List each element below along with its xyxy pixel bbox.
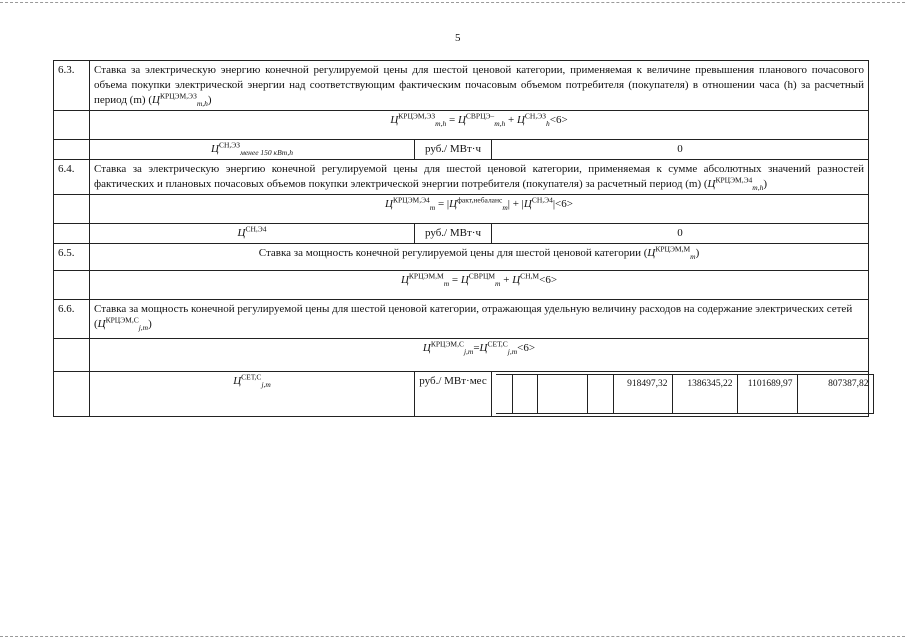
value-grid bbox=[496, 374, 874, 414]
row-6-3-value bbox=[54, 140, 869, 160]
formula: $Ц^{КРЦЭМ,Э4}_m = |Ц^{факт,небаланс}_m| + |Ц^{СН,Э4}|<6>$ bbox=[90, 195, 869, 224]
formula: $Ц^{КРЦЭМ,М}_m = Ц^{СВРЦМ}_m + Ц^{СН,М}<6>$ bbox=[90, 271, 869, 300]
row-description: Ставка за электрическую энергию конечной регулируемой цены для шестой ценовой категории, применяемая к величине превышения планового почасового объема покупки электрической энергии над соответствующим фактическим почасовым объемом потребителя (покупателя) в отношении часа (h) за расчетный период (m) $(Ц^{КРЦЭМ,ЭЗ}_{m,h})$ bbox=[90, 61, 869, 111]
row-number: 6.5. bbox=[54, 244, 90, 271]
row-description: Ставка за мощность конечной регулируемой цены для шестой ценовой категории, отражающая удельную величину расходов на содержание электрических сетей $(Ц^{КРЦЭМ,С}_{j,m})$ bbox=[90, 300, 869, 339]
row-6-4-description bbox=[54, 160, 869, 195]
row-6-5-description bbox=[54, 244, 869, 271]
row-description: Ставка за электрическую энергию конечной регулируемой цены для шестой ценовой категории, применяемая к сумме абсолютных значений разностей фактических и плановых почасовых объемов покупки электрической энергии потребителя (покупателя) за расчетный период (m) $(Ц^{КРЦЭМ,Э4}_{m,h})$ bbox=[90, 160, 869, 195]
row-number: 6.3. bbox=[54, 61, 90, 111]
formula: $Ц^{КРЦЭМ,С}_{j,m}=Ц^{СЕТ,С}_{j,m}<6>$ bbox=[90, 339, 869, 372]
value-cell: 1101689,97 bbox=[737, 375, 797, 414]
row-description: Ставка за мощность конечной регулируемой цены для шестой ценовой категории $(Ц^{КРЦЭМ,М}_m)$ bbox=[90, 244, 869, 271]
page-number: 5 bbox=[455, 32, 461, 44]
param-symbol: $Ц^{СН,ЭЗ}_{менее 150 кВт,h}$ bbox=[90, 140, 415, 160]
param-value: 0 bbox=[492, 224, 869, 244]
row-number: 6.6. bbox=[54, 300, 90, 339]
param-value: 0 bbox=[492, 140, 869, 160]
param-symbol: $Ц^{СН,Э4}$ bbox=[90, 224, 415, 244]
value-cell bbox=[537, 375, 587, 414]
row-6-3-description bbox=[54, 61, 869, 111]
formula: $Ц^{КРЦЭМ,ЭЗ}_{m,h} = Ц^{СВРЦЭ-}_{m,h} + Ц^{СН,ЭЗ}_h<6>$ bbox=[90, 111, 869, 140]
scan-edge-bottom bbox=[0, 636, 905, 637]
param-symbol: $Ц^{СЕТ,С}_{j,m}$ bbox=[90, 372, 415, 417]
row-6-4-value bbox=[54, 224, 869, 244]
param-unit: руб./ МВт·ч bbox=[415, 224, 492, 244]
value-cell bbox=[512, 375, 537, 414]
tariff-table bbox=[53, 60, 869, 417]
param-unit: руб./ МВт·мес bbox=[415, 372, 492, 417]
param-values bbox=[492, 372, 869, 417]
scan-edge-top bbox=[0, 2, 905, 3]
row-6-3-formula bbox=[54, 111, 869, 140]
value-cell bbox=[587, 375, 613, 414]
value-cell: 807387,82 bbox=[797, 375, 873, 414]
param-unit: руб./ МВт·ч bbox=[415, 140, 492, 160]
row-6-5-formula bbox=[54, 271, 869, 300]
row-6-6-formula bbox=[54, 339, 869, 372]
value-cell: 918497,32 bbox=[613, 375, 672, 414]
value-cell bbox=[496, 375, 512, 414]
row-number: 6.4. bbox=[54, 160, 90, 195]
row-6-6-description bbox=[54, 300, 869, 339]
value-cell: 1386345,22 bbox=[672, 375, 737, 414]
row-6-4-formula bbox=[54, 195, 869, 224]
row-6-6-value bbox=[54, 372, 869, 417]
